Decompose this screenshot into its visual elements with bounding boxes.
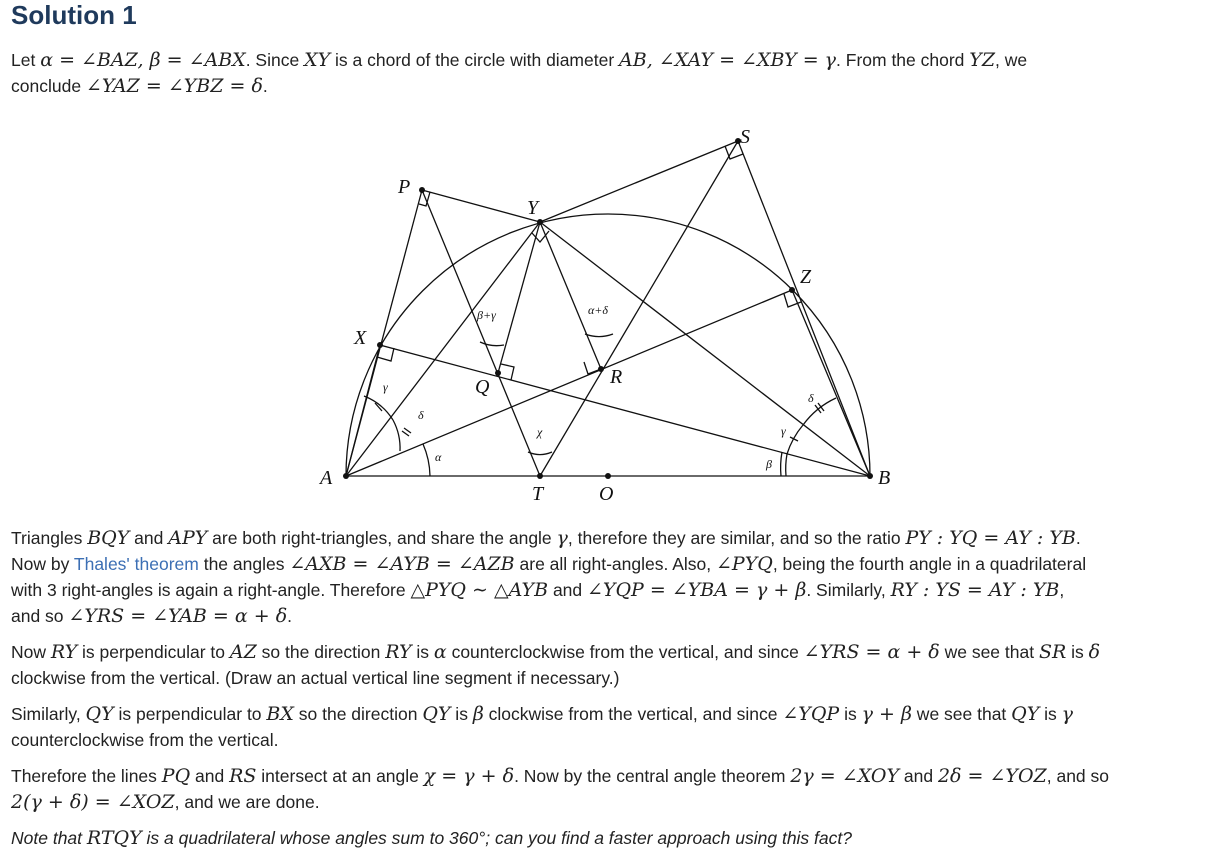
- math-expression: APY: [168, 527, 208, 549]
- p3-line-1: [11, 701, 1209, 727]
- text-run: . Since: [245, 50, 305, 70]
- math-expression: SR: [1038, 641, 1067, 663]
- segment-yq: [498, 222, 540, 373]
- p4-line-2: [11, 789, 1209, 815]
- arc-beta: [786, 454, 787, 476]
- segment-py: [422, 190, 540, 222]
- arc-gamma-left: [364, 396, 393, 420]
- p1-line-2: [11, 551, 1209, 577]
- p5-line-1: [11, 825, 1209, 851]
- text-run: is: [839, 704, 862, 724]
- math-expression: RS: [229, 765, 257, 787]
- math-expression: ∠AXB = ∠AYB = ∠AZB: [289, 553, 515, 575]
- text-run: Note that: [11, 828, 87, 848]
- math-expression: PY : YQ = AY : YB: [905, 527, 1076, 549]
- tick-delta-left-2: [402, 431, 409, 436]
- math-expression: γ: [556, 527, 568, 549]
- math-expression: ∠YRS = ∠YAB = α + δ: [68, 605, 288, 627]
- angle-label-chi: χ: [537, 425, 543, 439]
- p2-line-2: [11, 665, 1209, 691]
- math-expression: XY: [304, 49, 331, 71]
- text-run: clockwise from the vertical, and since: [483, 704, 783, 724]
- text-run: so the direction: [293, 704, 423, 724]
- math-expression: RY : YS = AY : YB: [890, 579, 1060, 601]
- math-expression: AZ: [229, 641, 257, 663]
- point-a: [343, 473, 349, 479]
- math-expression: ∠YAZ = ∠YBZ = δ: [85, 75, 263, 97]
- arc-beta-gamma: [480, 342, 504, 346]
- text-run: and: [899, 766, 938, 786]
- math-expression: ∠PYQ: [716, 553, 773, 575]
- text-run: and: [190, 766, 230, 786]
- p4-line-1: [11, 763, 1209, 789]
- intro-line-1: [11, 47, 1209, 73]
- math-expression: χ = γ + δ: [423, 765, 515, 787]
- text-run: Similarly,: [11, 704, 86, 724]
- math-expression: QY: [85, 703, 114, 725]
- text-run: and: [548, 580, 588, 600]
- point-x: [377, 342, 383, 348]
- math-expression: α = ∠BAZ, β = ∠ABX: [40, 49, 246, 71]
- math-expression: α: [433, 641, 447, 663]
- p1-line-1: [11, 525, 1209, 551]
- text-run: . From the chord: [836, 50, 970, 70]
- segment-ys: [540, 141, 738, 222]
- point-o: [605, 473, 611, 479]
- arc-beta-2: [781, 452, 782, 476]
- text-run: counterclockwise from the vertical, and since: [446, 642, 804, 662]
- text-run: . Similarly,: [806, 580, 891, 600]
- label-r: R: [610, 366, 623, 388]
- text-run: Therefore the lines: [11, 766, 162, 786]
- text-run: , being the fourth angle in a quadrilateral: [772, 554, 1087, 574]
- math-expression: BQY: [87, 527, 130, 549]
- point-b: [867, 473, 873, 479]
- math-expression: δ: [1088, 641, 1101, 663]
- text-run: Now by: [11, 554, 74, 574]
- angle-label-delta-right: δ: [808, 391, 814, 405]
- math-expression: QY: [422, 703, 451, 725]
- text-run: and so: [11, 606, 69, 626]
- text-run: , and we are done.: [174, 792, 320, 812]
- angle-label-delta-left: δ: [418, 408, 424, 422]
- text-run: conclude: [11, 76, 86, 96]
- text-run: we see that: [939, 642, 1039, 662]
- text-run: and: [129, 528, 169, 548]
- math-expression: BX: [266, 703, 294, 725]
- math-expression: γ: [1061, 703, 1074, 725]
- p1-line-4: [11, 603, 1209, 629]
- math-expression: RY: [50, 641, 78, 663]
- arc-delta-left: [393, 420, 400, 451]
- label-q: Q: [475, 376, 490, 398]
- math-expression: QY: [1011, 703, 1040, 725]
- text-run: , we: [995, 50, 1028, 70]
- thales-theorem-link[interactable]: Thales' theorem: [73, 554, 199, 574]
- angle-label-alpha-delta: α+δ: [588, 303, 608, 317]
- segment-yr: [540, 222, 601, 369]
- label-x: X: [354, 327, 367, 349]
- text-run: . Now by the central angle theorem: [514, 766, 791, 786]
- arc-alpha-delta: [585, 334, 613, 337]
- p3-line-2: [11, 727, 1209, 753]
- label-y: Y: [527, 197, 539, 219]
- segment-pt: [422, 190, 540, 476]
- label-t: T: [532, 483, 544, 505]
- angle-label-gamma-right: γ: [781, 424, 786, 438]
- math-expression: γ + β: [861, 703, 912, 725]
- math-expression: 2γ = ∠XOY: [790, 765, 900, 787]
- text-run: is: [450, 704, 473, 724]
- arc-alpha: [423, 444, 430, 476]
- angle-label-beta-gamma: β+γ: [477, 308, 496, 322]
- solution-heading: Solution 1: [11, 0, 137, 30]
- text-run: .: [1075, 528, 1081, 548]
- p2-line-1: [11, 639, 1209, 665]
- text-run: so the direction: [256, 642, 386, 662]
- text-run: is a chord of the circle with diameter: [330, 50, 620, 70]
- math-expression: RTQY: [86, 827, 142, 849]
- text-run: Let: [11, 50, 41, 70]
- text-run: are all right-angles. Also,: [514, 554, 716, 574]
- math-expression: YZ: [969, 49, 996, 71]
- segment-az: [346, 290, 792, 476]
- text-run: intersect at an angle: [256, 766, 424, 786]
- text-run: counterclockwise from the vertical.: [11, 730, 279, 750]
- point-t: [537, 473, 543, 479]
- text-run: .: [262, 76, 268, 96]
- math-expression: ∠YQP: [782, 703, 840, 725]
- text-run: are both right-triangles, and share the angle: [207, 528, 557, 548]
- segment-bz: [792, 290, 870, 476]
- label-o: O: [599, 483, 614, 505]
- math-expression: 2(γ + δ) = ∠XOZ: [11, 791, 175, 813]
- math-expression: ∠YQP = ∠YBA = γ + β: [587, 579, 807, 601]
- math-expression: ∠YRS = α + δ: [803, 641, 940, 663]
- text-run: Triangles: [11, 528, 88, 548]
- label-a: A: [320, 467, 333, 489]
- segment-st: [540, 141, 738, 476]
- segment-bx: [380, 345, 870, 476]
- text-run: is: [411, 642, 434, 662]
- semicircle-arc: [346, 214, 870, 476]
- math-expression: 2δ = ∠YOZ: [937, 765, 1047, 787]
- text-run: we see that: [911, 704, 1012, 724]
- text-run: is perpendicular to: [113, 704, 267, 724]
- point-z: [789, 287, 795, 293]
- angle-label-alpha: α: [435, 450, 442, 464]
- math-expression: △PYQ ∼ △AYB: [410, 579, 549, 601]
- tick-delta-left-1: [404, 428, 411, 433]
- text-run: is a quadrilateral whose angles sum to 360°; can you find a faster approach using this fact?: [141, 828, 852, 848]
- segment-ay: [346, 222, 540, 476]
- text-run: ,: [1059, 580, 1065, 600]
- label-b: B: [878, 467, 891, 489]
- point-r: [598, 366, 604, 372]
- text-run: is: [1066, 642, 1089, 662]
- point-y: [537, 219, 543, 225]
- text-run: is: [1039, 704, 1062, 724]
- math-expression: β: [472, 703, 484, 725]
- label-z: Z: [800, 266, 812, 288]
- angle-label-gamma-left: γ: [383, 380, 388, 394]
- point-q: [495, 370, 501, 376]
- text-run: with 3 right-angles is again a right-angle. Therefore: [11, 580, 411, 600]
- text-run: , therefore they are similar, and so the ratio: [567, 528, 906, 548]
- text-run: the angles: [198, 554, 290, 574]
- geometry-figure: [0, 110, 1216, 520]
- math-expression: RY: [385, 641, 412, 663]
- text-run: is perpendicular to: [77, 642, 230, 662]
- text-run: .: [287, 606, 293, 626]
- text-run: Now: [11, 642, 51, 662]
- p1-line-3: [11, 577, 1209, 603]
- text-run: clockwise from the vertical. (Draw an actual vertical line segment if necessary.): [11, 668, 620, 688]
- point-p: [419, 187, 425, 193]
- math-expression: PQ: [161, 765, 191, 787]
- intro-line-2: [11, 73, 1209, 99]
- math-expression: AB, ∠XAY = ∠XBY = γ: [619, 49, 837, 71]
- angle-label-beta: β: [766, 457, 772, 471]
- label-p: P: [398, 176, 411, 198]
- text-run: , and so: [1046, 766, 1110, 786]
- label-s: S: [740, 126, 750, 148]
